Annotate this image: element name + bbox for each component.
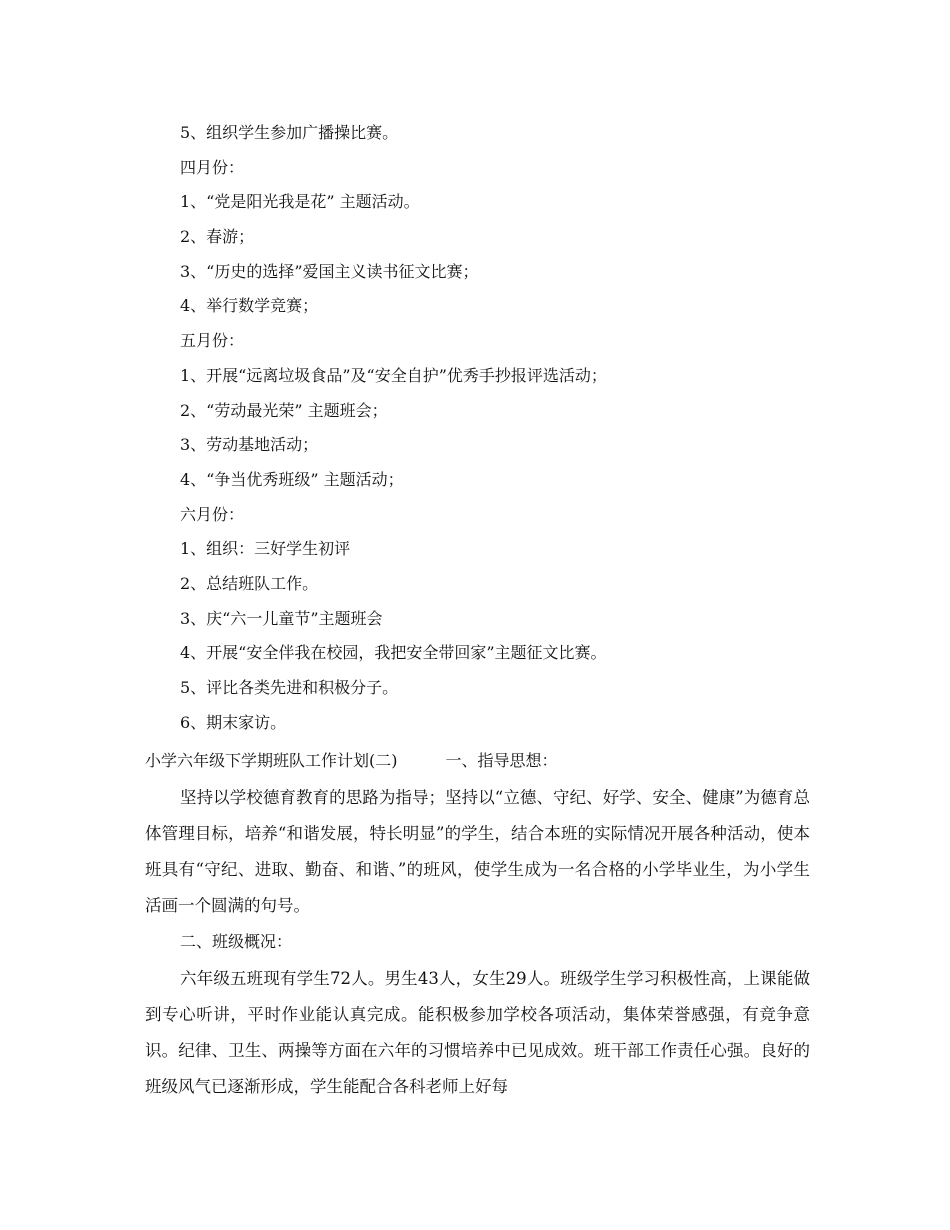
- list-item: 1、组织：三好学生初评: [180, 539, 351, 559]
- monthly-activity-list: [180, 116, 820, 740]
- list-item: 4、“争当优秀班级” 主题活动；: [180, 469, 404, 489]
- month-heading-june: 六月份：: [180, 504, 245, 524]
- list-item: 6、期末家访。: [180, 712, 287, 732]
- list-item: 3、“历史的选择”爱国主义读书征文比赛；: [180, 261, 479, 281]
- list-item: 2、“劳动最光荣” 主题班会；: [180, 400, 388, 420]
- list-item: 1、开展“远离垃圾食品”及“安全自护”优秀手抄报评选活动；: [180, 365, 607, 385]
- list-item: 1、“党是阳光我是花” 主题活动。: [180, 192, 420, 212]
- month-heading-april: 四月份：: [180, 157, 245, 177]
- plan-title: 小学六年级下学期班队工作计划(二): [145, 751, 398, 770]
- list-item: 2、春游；: [180, 227, 255, 247]
- list-item: 5、评比各类先进和积极分子。: [180, 678, 399, 697]
- list-item: 3、庆“六一儿童节”主题班会: [180, 608, 383, 628]
- guiding-paragraph: 坚持以学校德育教育的思路为指导；坚持以“立德、守纪、好学、安全、健康”为德育总体管理目标，培养“和谐发展，特长明显”的学生，结合本班的实际情况开展各种活动，使本班具有“守纪、进取、勤奋、和谐、”的班风，使学生成为一名合格的小学毕业生，为小学生活画一个圆满的句号。: [145, 788, 810, 915]
- guiding-heading: 一、指导思想：: [445, 751, 558, 770]
- class-heading: 二、班级概况：: [180, 932, 293, 951]
- plan-title-line: [145, 744, 558, 778]
- list-item: 5、组织学生参加广播操比赛。: [180, 123, 399, 142]
- list-item: 4、举行数学竞赛；: [180, 296, 319, 316]
- list-item: 2、总结班队工作。: [180, 573, 319, 593]
- list-item: 3、劳动基地活动；: [180, 435, 319, 455]
- month-heading-may: 五月份：: [180, 331, 245, 351]
- class-paragraph: 六年级五班现有学生72人。男生43人，女生29人。班级学生学习积极性高，上课能做到专心听讲，平时作业能认真完成。能积极参加学校各项活动，集体荣誉感强，有竞争意识。纪律、卫生、两操等方面在六年的习惯培养中已见成效。班干部工作责任心强。良好的班级风气已逐渐形成，学生能配合各科老师上好每: [145, 969, 810, 1096]
- list-item: 4、开展“安全伴我在校园，我把安全带回家”主题征文比赛。: [180, 643, 607, 663]
